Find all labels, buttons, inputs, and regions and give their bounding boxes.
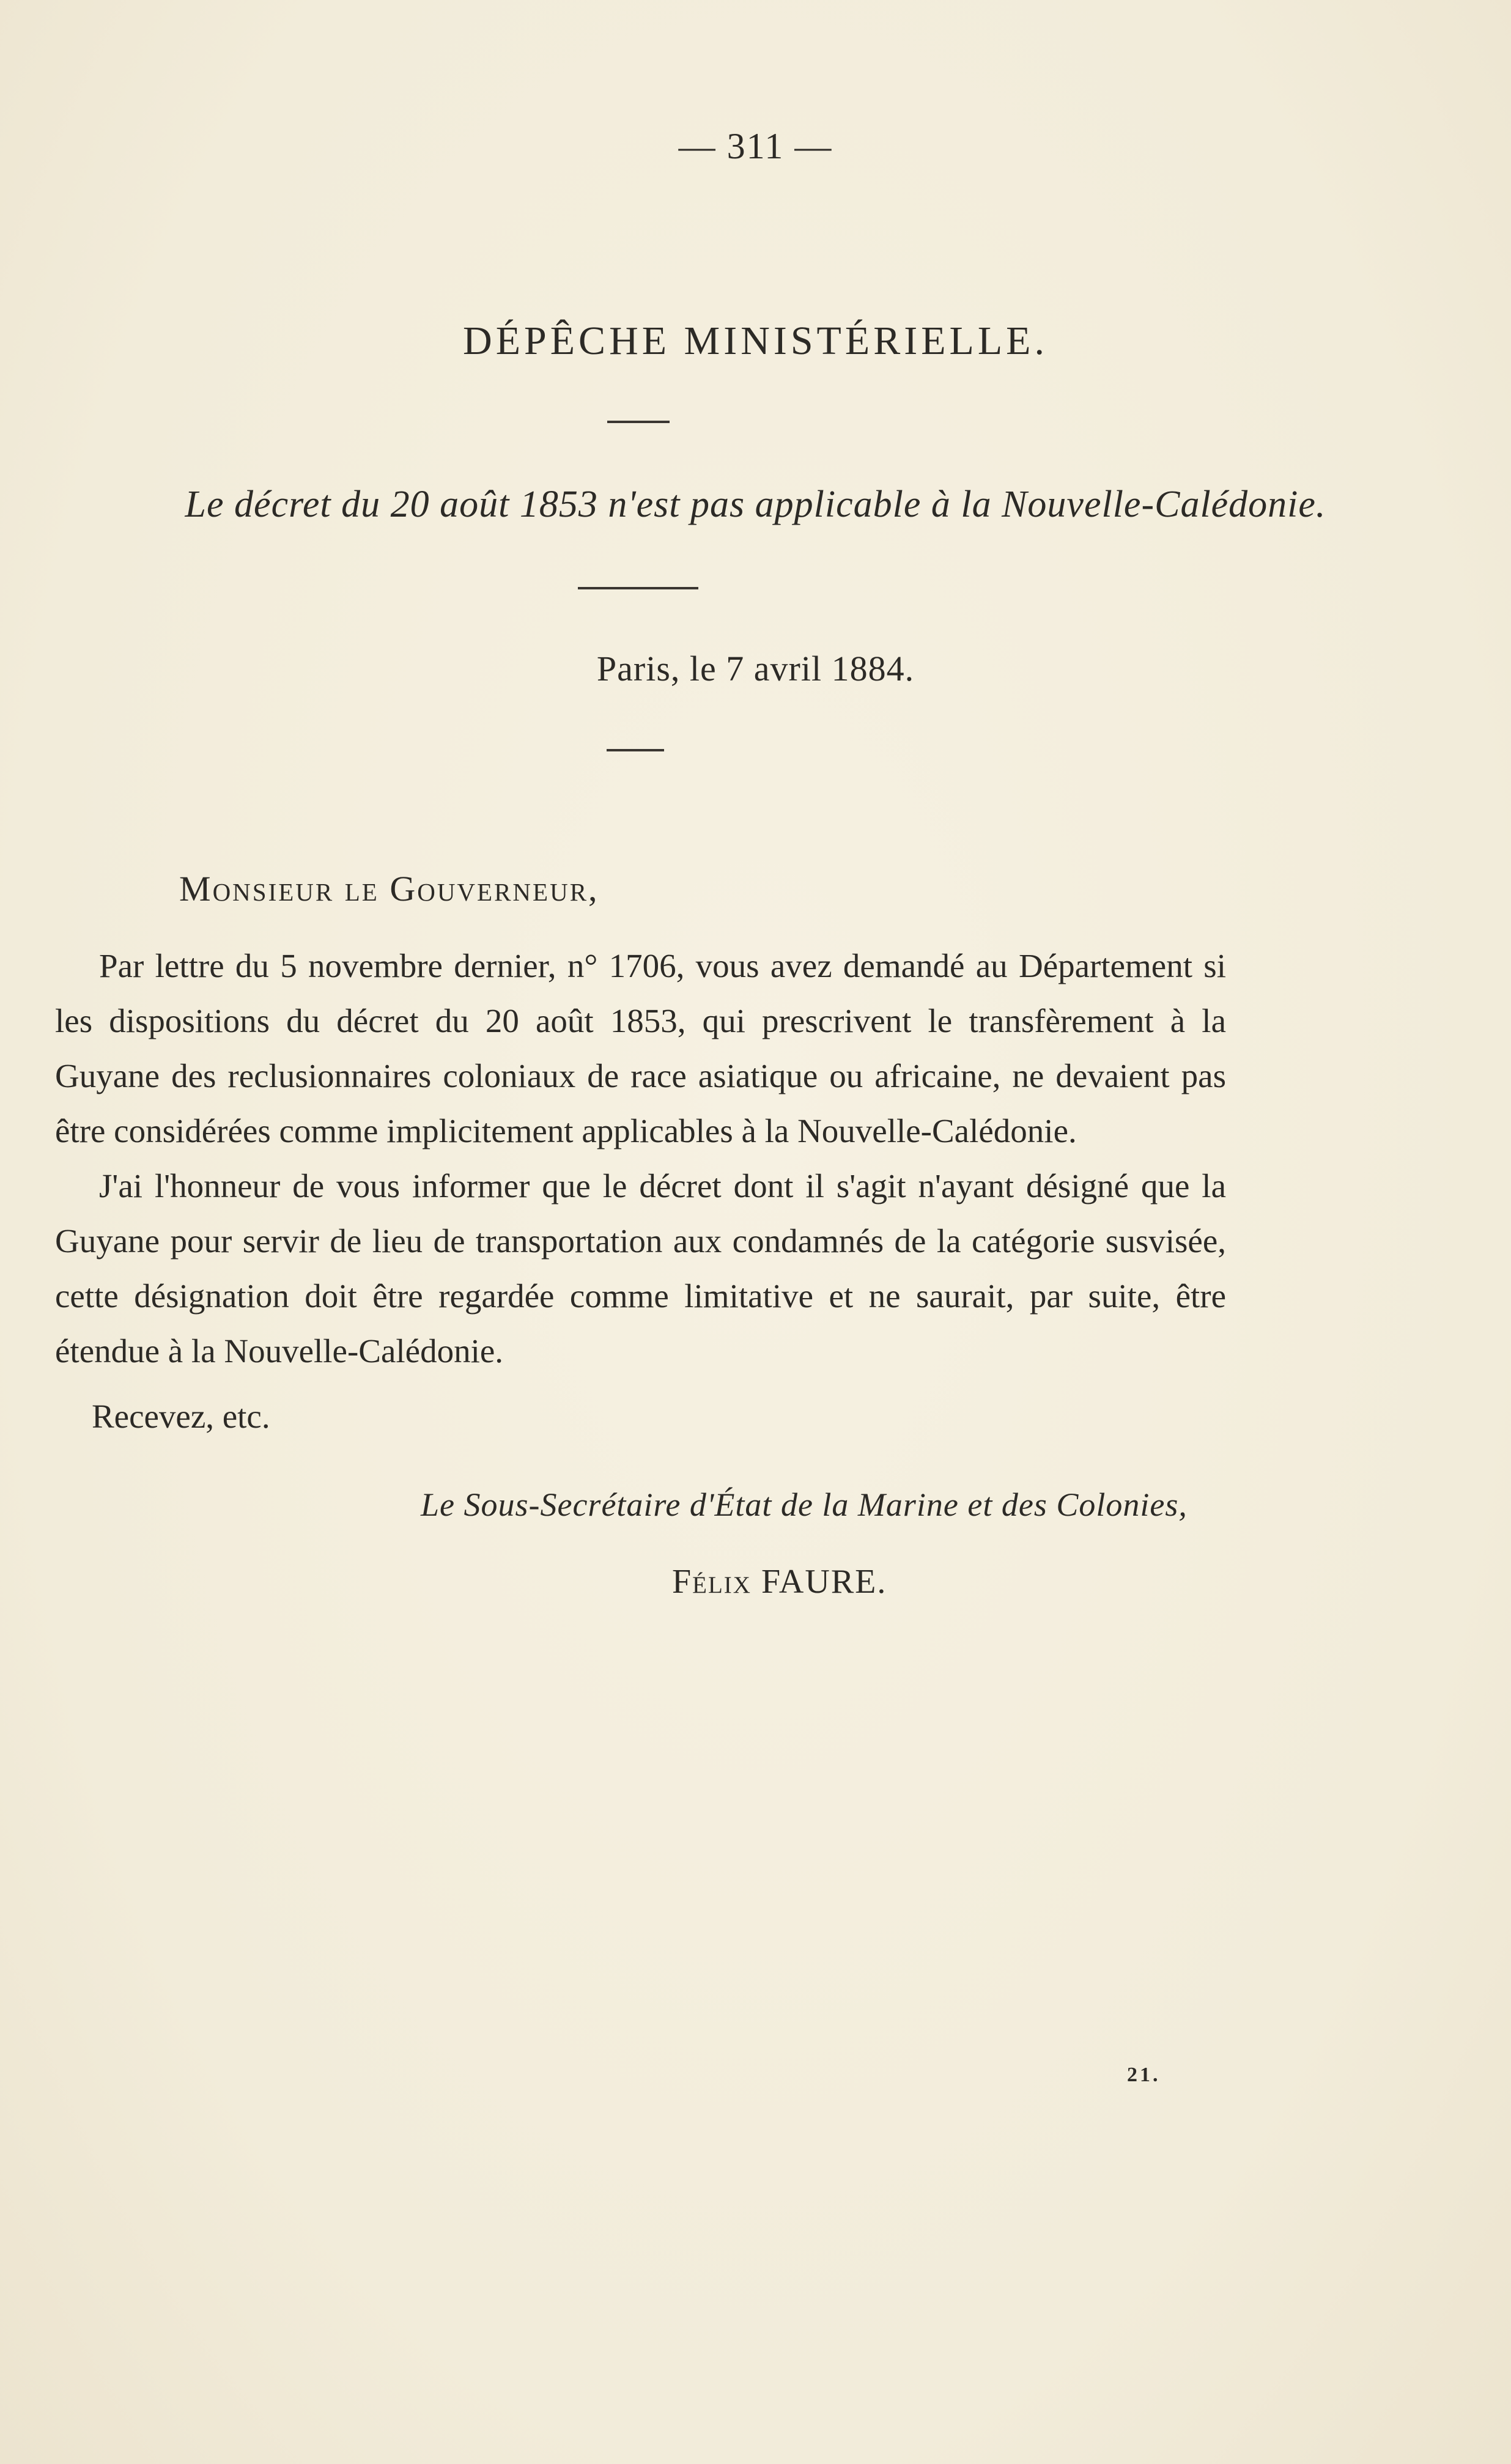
divider-rule: [578, 587, 698, 589]
dateline: Paris, le 7 avril 1884.: [596, 649, 915, 688]
signatory-title: Le Sous-Secrétaire d'État de la Marine et des Colonies,: [421, 1486, 1188, 1523]
document-title: DÉPÊCHE MINISTÉRIELLE.: [463, 319, 1048, 363]
page-number: — 311 —: [678, 126, 833, 166]
salutation: Monsieur le Gouverneur,: [179, 869, 599, 909]
document-subtitle: Le décret du 20 août 1853 n'est pas applicable à la Nouvelle-Calédonie.: [185, 484, 1326, 525]
signatory-name: Félix FAURE.: [672, 1563, 887, 1601]
divider-rule: [607, 421, 670, 423]
letter-body: [55, 939, 1226, 1379]
body-paragraph: Par lettre du 5 novembre dernier, n° 1706, vous avez demandé au Département si les dispositions du décret du 20 août 1853, qui prescrivent le transfèrement à la Guyane des reclusionnaires coloniaux de race asiatique ou africaine, ne devaient pas être considérées comme implicitement applicables à la Nouvelle-Calédonie.: [55, 947, 1226, 1149]
closing-formula: Recevez, etc.: [92, 1398, 270, 1435]
signature-mark: 21.: [1127, 2064, 1161, 2086]
divider-rule: [607, 749, 664, 751]
body-paragraph: J'ai l'honneur de vous informer que le décret dont il s'agit n'ayant désigné que la Guyane pour servir de lieu de transportation aux condamnés de la catégorie susvisée, cette désignation doit être regardée comme limitative et ne saurait, par suite, être étendue à la Nouvelle-Calédonie.: [55, 1167, 1226, 1370]
